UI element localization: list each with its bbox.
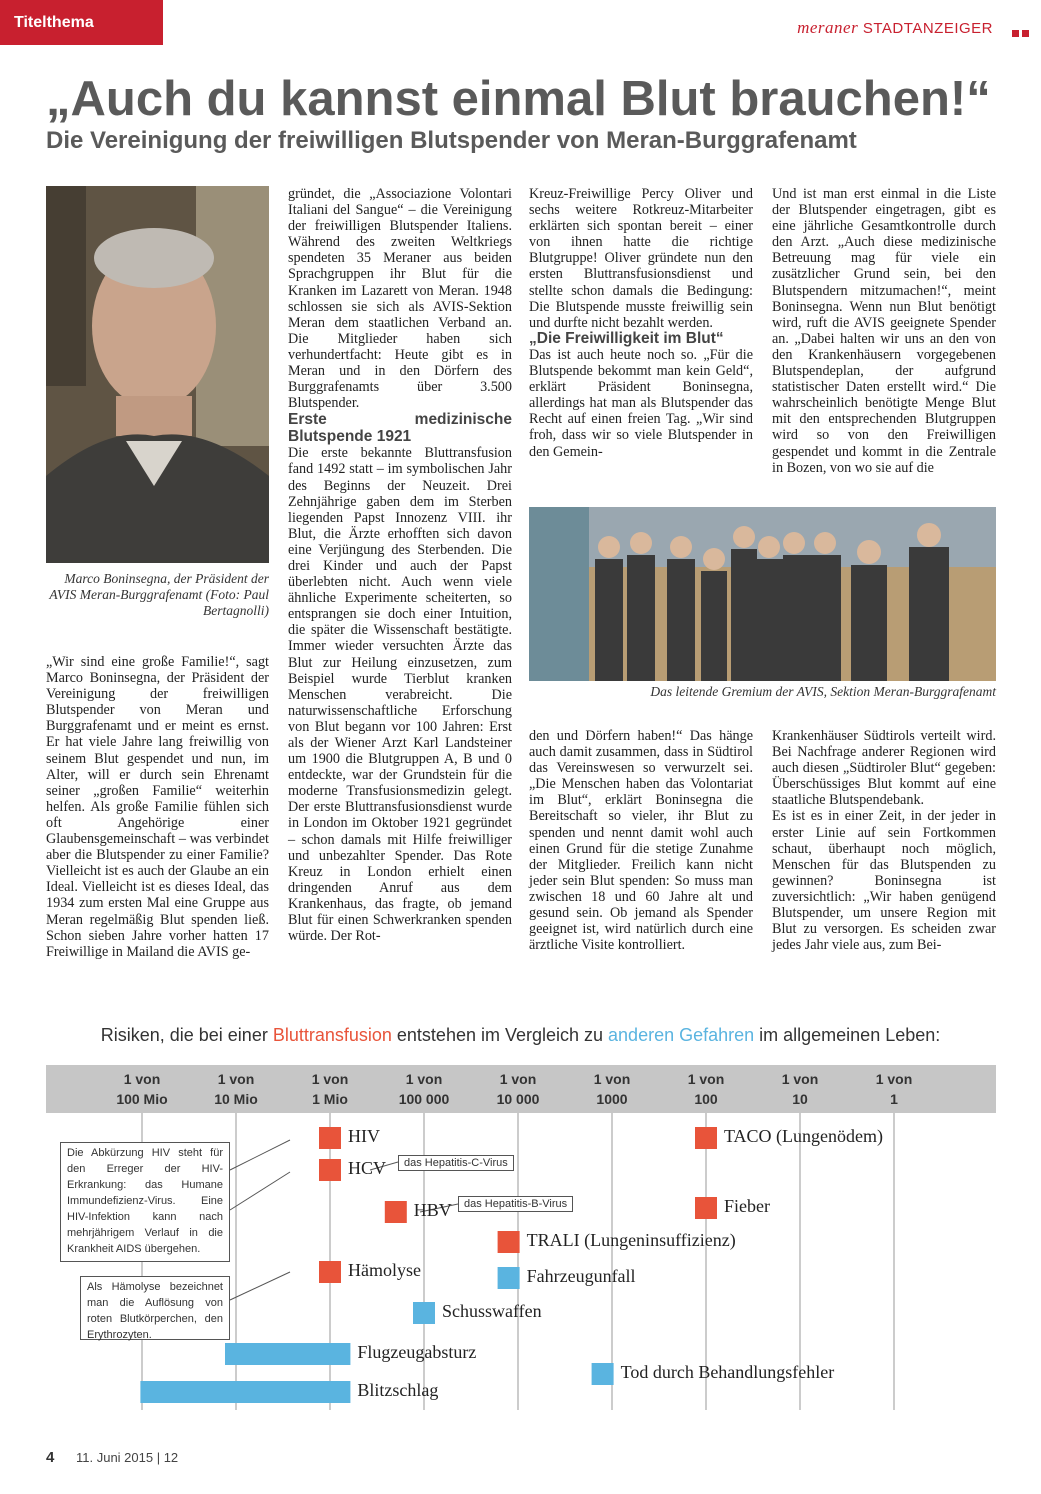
column-3-text-c: den und Dörfern haben!“ Das hänge auch damit zusammen, dass in Südtirol das Vereinswesen so verwurzelt sei. „Die Menschen haben das Volontariat im Blut“, erklärt Boninsegna die Bereitschaft so vieler, ihr Blut zu spenden und nennt damit wohl auch einen Grund für die stetige Zunahme der Mitglieder. Freilich kann nicht jeder sein Blut spenden: So muss man zwischen 18 und 60 Jahre alt und gesund sein. Ob jemand als Spender geeignet ist, wird natürlich durch eine ärztliche Visite kontrolliert.	[529, 728, 753, 954]
tick-label-line-2: 10 Mio	[214, 1091, 258, 1107]
risk-marker-5	[695, 1127, 717, 1149]
risk-label-3: Hämolyse	[348, 1260, 421, 1280]
risk-label-2: HBV	[413, 1200, 452, 1220]
risk-marker-11	[592, 1363, 614, 1385]
page-number: 4	[46, 1449, 55, 1466]
column-3-subhead: „Die Freiwilligkeit im Blut“	[529, 329, 724, 347]
risk-label-5: TACO (Lungenödem)	[724, 1126, 884, 1146]
column-2-subhead: Erste medizinische Blutspende 1921	[288, 411, 512, 446]
issue-date: 11. Juni 2015 | 12	[76, 1450, 179, 1465]
callout-pointer-1	[230, 1172, 290, 1210]
haemolyse-callout: Als Hämolyse bezeichnet man die Auflösung von roten Blutkörperchen, den Erythrozyten.	[80, 1276, 230, 1340]
chart-title-part-1: Risiken, die bei einer	[100, 1025, 273, 1045]
chart-title-part-3: entstehen im Vergleich zu	[391, 1025, 609, 1045]
risk-label-6: Fieber	[724, 1196, 770, 1216]
column-4-text-a: Und ist man erst einmal in die Liste der Blutspender eingetragen, gibt es eine jährliche Gesamtkontrolle durch den Arzt. „Auch diese medizinische Betreuung mag für viele ein zusätzlicher Grund sein, bei den Blutspendern mitzumachen!“, meint Boninsegna. Wenn nun Blut benötigt wird, ruft die AVIS geeignete Spender an. „Dabei halten wir uns an den von den Krankenhäusern vorgegebenen Blutspendeplan, der aufgrund statistischer Daten erstellt wird.“ Die wahrscheinlich benötigte Menge Blut mit den entsprechenden Blutgruppen wird so von den Freiwilligen gespendet und kommt in die Zentrale in Bozen, von wo sie auf die	[772, 186, 996, 476]
risk-marker-1	[319, 1159, 341, 1181]
tick-label-line-1: 1 von	[593, 1071, 631, 1087]
risk-marker-8	[413, 1302, 435, 1324]
group-caption: Das leitende Gremium der AVIS, Sektion Meran-Burggrafenamt	[650, 684, 996, 699]
tick-label-line-2: 10 000	[496, 1091, 540, 1107]
risk-label-11: Tod durch Behandlungsfehler	[620, 1362, 835, 1382]
tick-label-line-2: 100	[694, 1091, 718, 1107]
risk-marker-2	[385, 1201, 407, 1223]
risk-label-4: TRALI (Lungeninsuffizienz)	[526, 1230, 736, 1250]
chart-title-part-2: Bluttransfusion	[272, 1025, 392, 1045]
risk-label-9: Flugzeugabsturz	[357, 1342, 477, 1362]
tick-label-line-2: 1000	[596, 1091, 628, 1107]
tick-label-line-1: 1 von	[687, 1071, 725, 1087]
headline: „Auch du kannst einmal Blut brauchen!“	[46, 72, 991, 126]
risk-marker-0	[319, 1127, 341, 1149]
masthead-name: STADTANZEIGER	[862, 20, 993, 37]
hbv-tag: das Hepatitis-B-Virus	[458, 1196, 573, 1212]
risk-label-8: Schusswaffen	[442, 1301, 542, 1321]
tick-label-line-1: 1 von	[405, 1071, 443, 1087]
chart-title-part-4: anderen Gefahren	[608, 1025, 755, 1045]
risk-label-1: HCV	[348, 1158, 387, 1178]
risk-marker-9	[225, 1343, 350, 1365]
column-4-text-b: Krankenhäuser Südtirols verteilt wird. Bei Nachfrage anderer Regionen wird auch diesen „Südtiroler Blut“ gegeben: Überschüssiges Blut kommt auf eine staatliche Blutspendebank.	[772, 728, 996, 809]
callout-pointer-0	[230, 1140, 290, 1170]
risk-label-0: HIV	[348, 1126, 380, 1146]
tick-label-line-2: 100 000	[398, 1091, 450, 1107]
tick-label-line-1: 1 von	[311, 1071, 349, 1087]
tick-label-line-2: 10	[792, 1091, 808, 1107]
column-1-text: „Wir sind eine große Familie!“, sagt Marco Boninsegna, der Präsident der Vereinigung der freiwilligen Blutspender von Meran und Burggrafenamt und er meint es ernst. Er hat viele Jahre lang freiwillig von seinem Blut gespendet und nun, im Alter, will er durch sein Ehrenamt seiner „großen Familie“ weiterhin helfen. Als große Familie fühlen sich oft Angehörige einer Glaubensgemeinschaft – was verbindet aber die Blutspender zu einer Familie? Vielleicht ist es auch der Glaube an ein Ideal. Vielleicht ist es dieses Ideal, das 1934 zum ersten Mal eine Gruppe aus Meran regelmäßig Blut spenden ließ. Schon sieben Jahre vorher hatten 17 Freiwillige in Mailand die AVIS ge-	[46, 654, 269, 960]
chart-title-part-5: im allgemeinen Leben:	[754, 1025, 941, 1045]
callout-pointer-2	[230, 1272, 290, 1300]
risk-label-10: Blitzschlag	[357, 1380, 439, 1400]
column-2-text-a: gründet, die „Associazione Volontari Italiani del Sangue“ – die Vereinigung der freiwilligen Blutspender Italiens. Während des zweiten Weltkriegs spendeten 35 Meraner aus beiden Sprachgruppen ihr Blut für die Kranken im Lazarett von Meran. 1948 schlossen sie sich als AVIS-Sektion Meran dem staatlichen Verband an. Die Mitglieder haben sich verhundertfacht: Heute gibt es in Meran und in den Dörfern des Burggrafenamts über 3.500 Blutspender.	[288, 186, 512, 412]
subheadline: Die Vereinigung der freiwilligen Blutspender von Meran-Burggrafenamt	[46, 127, 857, 154]
portrait-caption: Marco Boninsegna, der Präsident der AVIS Meran-Burggrafenamt (Foto: Paul Bertagnolli)	[49, 571, 269, 618]
risk-marker-7	[498, 1267, 520, 1289]
risk-marker-3	[319, 1261, 341, 1283]
tick-label-line-2: 1 Mio	[312, 1091, 348, 1107]
column-3-text-b: Das ist auch heute noch so. „Für die Blutspende bekommt man kein Geld“, erklärt Präsident Boninsegna, allerdings hat man als Blutspender das Recht auf einen freien Tag. „Wir sind froh, dass wir so viele Blutspender in den Gemein-	[529, 346, 753, 460]
tick-label-line-1: 1 von	[875, 1071, 913, 1087]
column-2-text-b: Die erste bekannte Bluttransfusion fand 1492 statt – im symbolischen Jahr des Beginns der Neuzeit. Drei Zehnjährige gaben dem im Sterben liegenden Papst Innozenz VIII. ihr Blut, die Ärzte erhofften sich davon eine Verjüngung des Sterbenden. Die drei Kinder und auch der Papst überlebten nicht. Auch wenn viele ähnliche Experimente scheiterten, so entsprangen sie doch einer Intuition, die später die Wissenschaft bestätigte. Immer wieder versuchten Ärzte das Blut zur Heilung einzusetzen, zum Beispiel wurde Tierblut kranken Menschen verabreicht. Die naturwissenschaftliche Erforschung von Blut begann vor 100 Jahren: Erst als der Wiener Arzt Karl Landsteiner um 1900 die Blutgruppen A, B und 0 entdeckte, war der Grundstein für die moderne Transfusionsmedizin gelegt. Der erste Bluttransfusionsdienst wurde in London im Oktober 1921 gegründet – schon damals mit Hilfe freiwilliger und unbezahlter Spender. Das Rote Kreuz in London erhielt einen dringenden Anruf aus dem Krankenhaus, das fragte, ob jemand Blut für einen Schwerkranken spenden würde. Der Rot-	[288, 445, 512, 945]
tick-label-line-2: 1	[890, 1091, 898, 1107]
tick-label-line-1: 1 von	[217, 1071, 255, 1087]
column-3-text-a: Kreuz-Freiwillige Percy Oliver und sechs weitere Rotkreuz-Mitarbeiter erklärten sich spontan bereit – einer von ihnen hatte die richtige Blutgruppe! Oliver gründete nun den ersten Bluttransfusionsdienst und stellte schon damals die Bedingung: Die Blutspende musste freiwillig sein und durfte nicht bezahlt werden.	[529, 186, 753, 331]
hiv-callout: Die Abkürzung HIV steht für den Erreger der HIV-Erkrankung: das Humane Immundefizienz-Virus. Eine HIV-Infektion kann nach mehrjährigem Verlauf in die Krankheit AIDS übergehen.	[60, 1142, 230, 1262]
tick-label-line-2: 100 Mio	[116, 1091, 168, 1107]
risk-marker-4	[498, 1231, 520, 1253]
risk-marker-10	[140, 1381, 350, 1403]
hcv-tag: das Hepatitis-C-Virus	[398, 1155, 514, 1171]
risk-label-7: Fahrzeugunfall	[526, 1266, 636, 1286]
masthead-brand: meraner	[797, 18, 859, 37]
tick-label-line-1: 1 von	[499, 1071, 537, 1087]
tick-label-line-1: 1 von	[781, 1071, 819, 1087]
tick-label-line-1: 1 von	[123, 1071, 161, 1087]
section-tag: Titelthema	[0, 0, 163, 45]
risk-marker-6	[695, 1197, 717, 1219]
column-4-text-c: Es ist es in einer Zeit, in der jeder in erster Linie auf sein Fortkommen schaut, überhaupt noch möglich, Menschen für das Blutspenden zu gewinnen? Boninsegna ist zuversichtlich: „Wir haben genügend Blutspender, um unsere Region mit Blut zu versorgen. Es scheiden zwar jedes Jahr viele aus, zum Bei-	[772, 808, 996, 954]
